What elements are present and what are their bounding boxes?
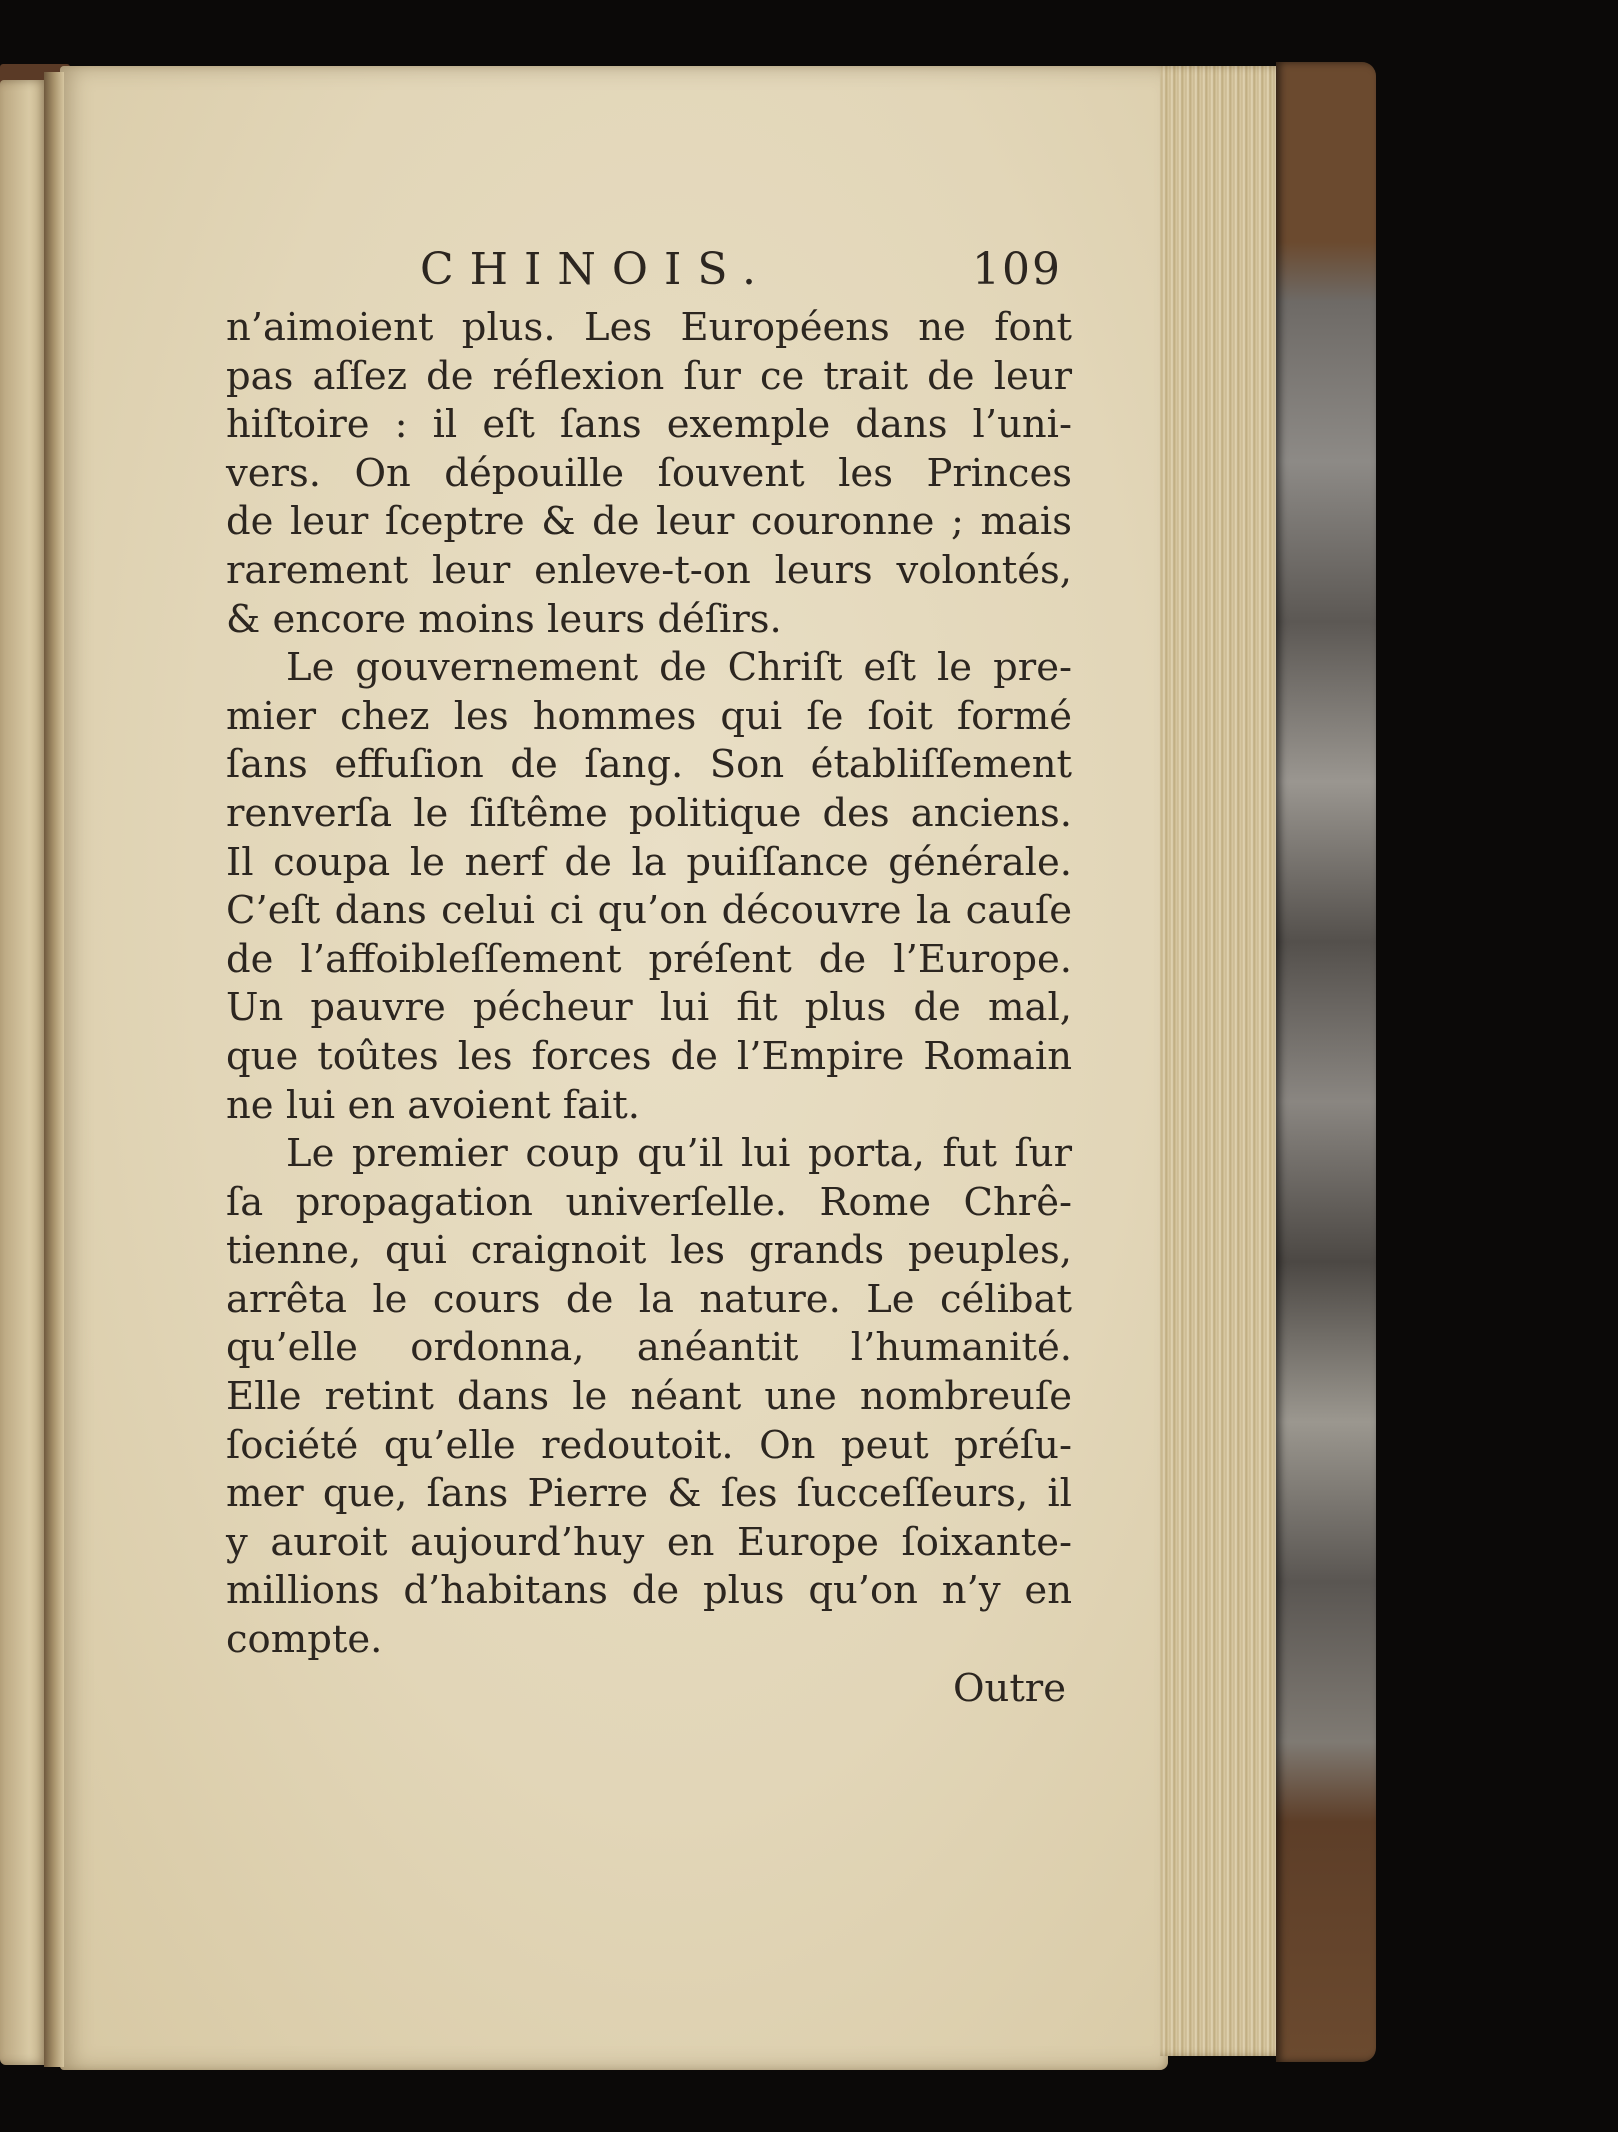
text-line: que toûtes les forces de l’Empire Romain xyxy=(226,1033,1072,1079)
binding-gutter xyxy=(44,72,64,2067)
text-line: Elle retint dans le néant une nombreuſe xyxy=(226,1374,1072,1420)
text-line: ſociété qu’elle redoutoit. On peut préſu- xyxy=(226,1422,1072,1468)
page-edges xyxy=(1160,66,1284,2056)
running-title: CHINOIS. xyxy=(420,244,772,295)
text-line: mier chez les hommes qui ſe ſoit formé xyxy=(226,693,1072,739)
text-line: C’eſt dans celui ci qu’on découvre la cauſe xyxy=(226,888,1072,934)
text-line: qu’elle ordonna, anéantit l’humanité. xyxy=(226,1325,1072,1371)
text-line: n’aimoient plus. Les Européens ne font xyxy=(226,305,1072,350)
text-line: Il coupa le nerf de la puiſſance générale. xyxy=(226,839,1072,885)
text-line: pas aſſez de réflexion ſur ce trait de leur xyxy=(226,353,1072,399)
paragraph-start-line: Le premier coup qu’il lui porta, fut ſur xyxy=(286,1131,1072,1177)
text-block xyxy=(226,238,1072,1713)
body-text xyxy=(226,304,1072,1713)
text-line: y auroit aujourd’huy en Europe ſoixante- xyxy=(226,1519,1072,1565)
text-line: de l’affoibleſſement préſent de l’Europe. xyxy=(226,936,1072,982)
page-number: 109 xyxy=(972,244,1062,295)
catchword: Outre xyxy=(952,1665,1066,1711)
text-line: vers. On dépouille ſouvent les Princes xyxy=(226,450,1072,496)
text-line: Un pauvre pécheur lui fit plus de mal, xyxy=(226,985,1072,1031)
text-line: ne lui en avoient fait. xyxy=(226,1082,641,1128)
running-head xyxy=(226,238,1072,302)
text-line: renverſa le ſiſtême politique des anciens. xyxy=(226,790,1072,836)
text-line: ſa propagation univerſelle. Rome Chrê- xyxy=(226,1179,1072,1225)
text-line: ſans effuſion de ſang. Son établiſſement xyxy=(226,742,1072,788)
text-line: mer que, ſans Pierre & ſes ſucceſſeurs, il xyxy=(226,1471,1072,1517)
paragraph-start-line: Le gouvernement de Chriſt eſt le pre- xyxy=(286,645,1072,691)
marbled-cover xyxy=(1276,62,1376,2062)
text-line: & encore moins leurs déſirs. xyxy=(226,596,782,642)
facing-page-edge xyxy=(0,80,48,2065)
text-line: hiſtoire : il eſt ſans exemple dans l’uni- xyxy=(226,402,1072,448)
text-line: rarement leur enleve-t-on leurs volontés, xyxy=(226,547,1072,593)
text-line: arrêta le cours de la nature. Le célibat xyxy=(226,1276,1072,1322)
text-line: de leur ſceptre & de leur couronne ; mais xyxy=(226,499,1072,545)
text-line: compte. xyxy=(226,1617,383,1663)
text-line: tienne, qui craignoit les grands peuples, xyxy=(226,1228,1072,1274)
text-line: millions d’habitans de plus qu’on n’y en xyxy=(226,1568,1072,1614)
